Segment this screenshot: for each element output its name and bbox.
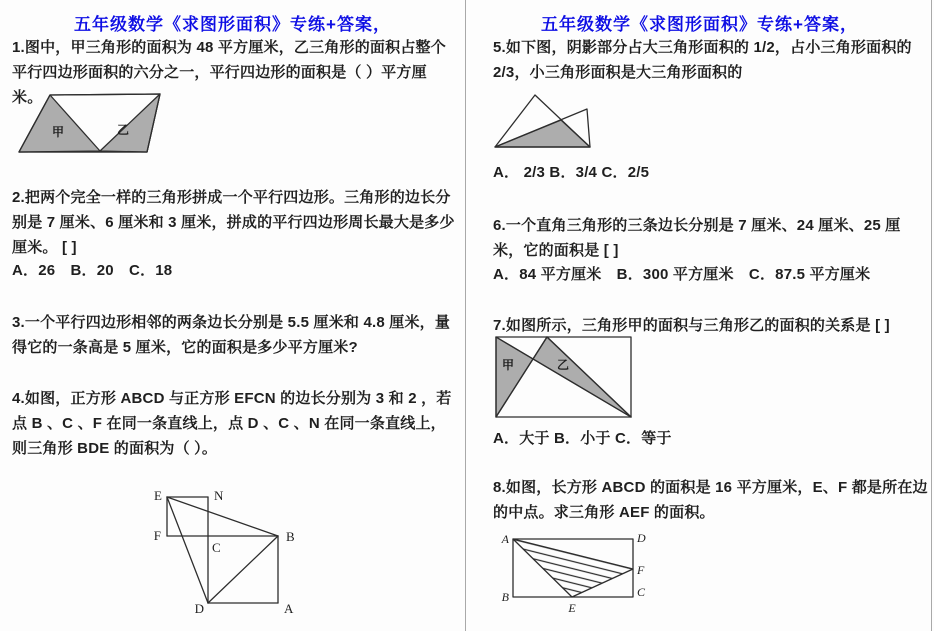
problem-4-text: 4.如图，正方形 ABCD 与正方形 EFCN 的边长分别为 3 和 2 ，若点 B 、C 、F 在同一条直线上，点 D 、C 、N 在同一条直线上，则三角形 BDE 的面积为（ ）。 (12, 390, 452, 457)
figure-8-rectangle-aef (495, 524, 660, 626)
figure-8-label-b: B (501, 590, 509, 604)
problem-5-options: A． 2/3 B．3/4 C．2/5 (493, 164, 650, 181)
figure-8-label-c: C (637, 585, 646, 599)
figure-1-parallelogram (10, 87, 170, 157)
triangle-jia-shape (19, 95, 100, 152)
figure-4-squares-triangle (140, 480, 320, 630)
page-divider-line (465, 0, 466, 631)
right-page-column (467, 0, 932, 631)
problem-7-options: A．大于 B．小于 C．等于 (493, 430, 672, 447)
figure-8-label-e: E (568, 601, 576, 615)
figure-4-label-n: N (214, 488, 224, 503)
figure-4-label-f: F (153, 528, 161, 543)
triangle-jia-shape (496, 337, 533, 417)
problem-5-text: 5.如下图，阴影部分占大三角形面积的 1/2，占小三角形面积的 2/3，小三角形面积是大三角形面积的 (493, 39, 912, 81)
figure-4-label-b: B (286, 529, 295, 544)
right-page-title: 五年级数学《求图形面积》专练+答案， (541, 15, 858, 34)
problem-2-text: 2.把两个完全一样的三角形拼成一个平行四边形。三角形的边长分别是 7 厘米、6 厘米和 3 厘米，拼成的平行四边形周长最大是多少厘米。 [ ] (12, 189, 455, 256)
problem-6-options: A．84 平方厘米 B．300 平方厘米 C．87.5 平方厘米 (493, 266, 871, 283)
triangle-yi-shape (533, 337, 631, 417)
left-page-title: 五年级数学《求图形面积》专练+答案， (74, 15, 391, 34)
page-right-edge-line (931, 0, 932, 631)
figure-4-label-a: A (284, 601, 294, 616)
figure-8-label-d: D (637, 531, 646, 545)
figure-1-label-yi: 乙 (116, 123, 130, 137)
problem-7-text: 7.如图所示，三角形甲的面积与三角形乙的面积的关系是 [ ] (493, 317, 890, 334)
problem-2-options: A．26 B．20 C．18 (12, 262, 173, 279)
problem-6-text: 6.一个直角三角形的三条边长分别是 7 厘米、24 厘米、25 厘米，它的面积是 [ ] (493, 217, 901, 259)
figure-7-rectangle-triangles (491, 331, 636, 423)
figure-1-label-jia: 甲 (51, 125, 65, 139)
problem-3-text: 3.一个平行四边形相邻的两条边长分别是 5.5 厘米和 4.8 厘米，量得它的一条高是 5 厘米，它的面积是多少平方厘米? (12, 314, 451, 356)
figure-5-overlapping-triangles (489, 87, 601, 155)
triangle-aef-shape (513, 539, 633, 597)
figure-4-label-e: E (154, 488, 162, 503)
figure-7-label-jia: 甲 (501, 358, 515, 372)
figure-7-label-yi: 乙 (556, 358, 570, 372)
left-page-column (0, 0, 465, 631)
figure-8-label-f: F (637, 563, 645, 577)
figure-4-label-d: D (194, 601, 204, 616)
problem-8-text: 8.如图，长方形 ABCD 的面积是 16 平方厘米，E、F 都是所在边的中点。求三角形 AEF 的面积。 (493, 479, 928, 521)
problem-1-text: 1.图中，甲三角形的面积为 48 平方厘米，乙三角形的面积占整个平行四边形面积的六分之一，平行四边形的面积是（ ）平方厘米。 (12, 39, 446, 106)
figure-4-label-c: C (212, 540, 221, 555)
triangle-yi-shape (100, 94, 160, 152)
figure-8-label-a: A (501, 532, 509, 546)
